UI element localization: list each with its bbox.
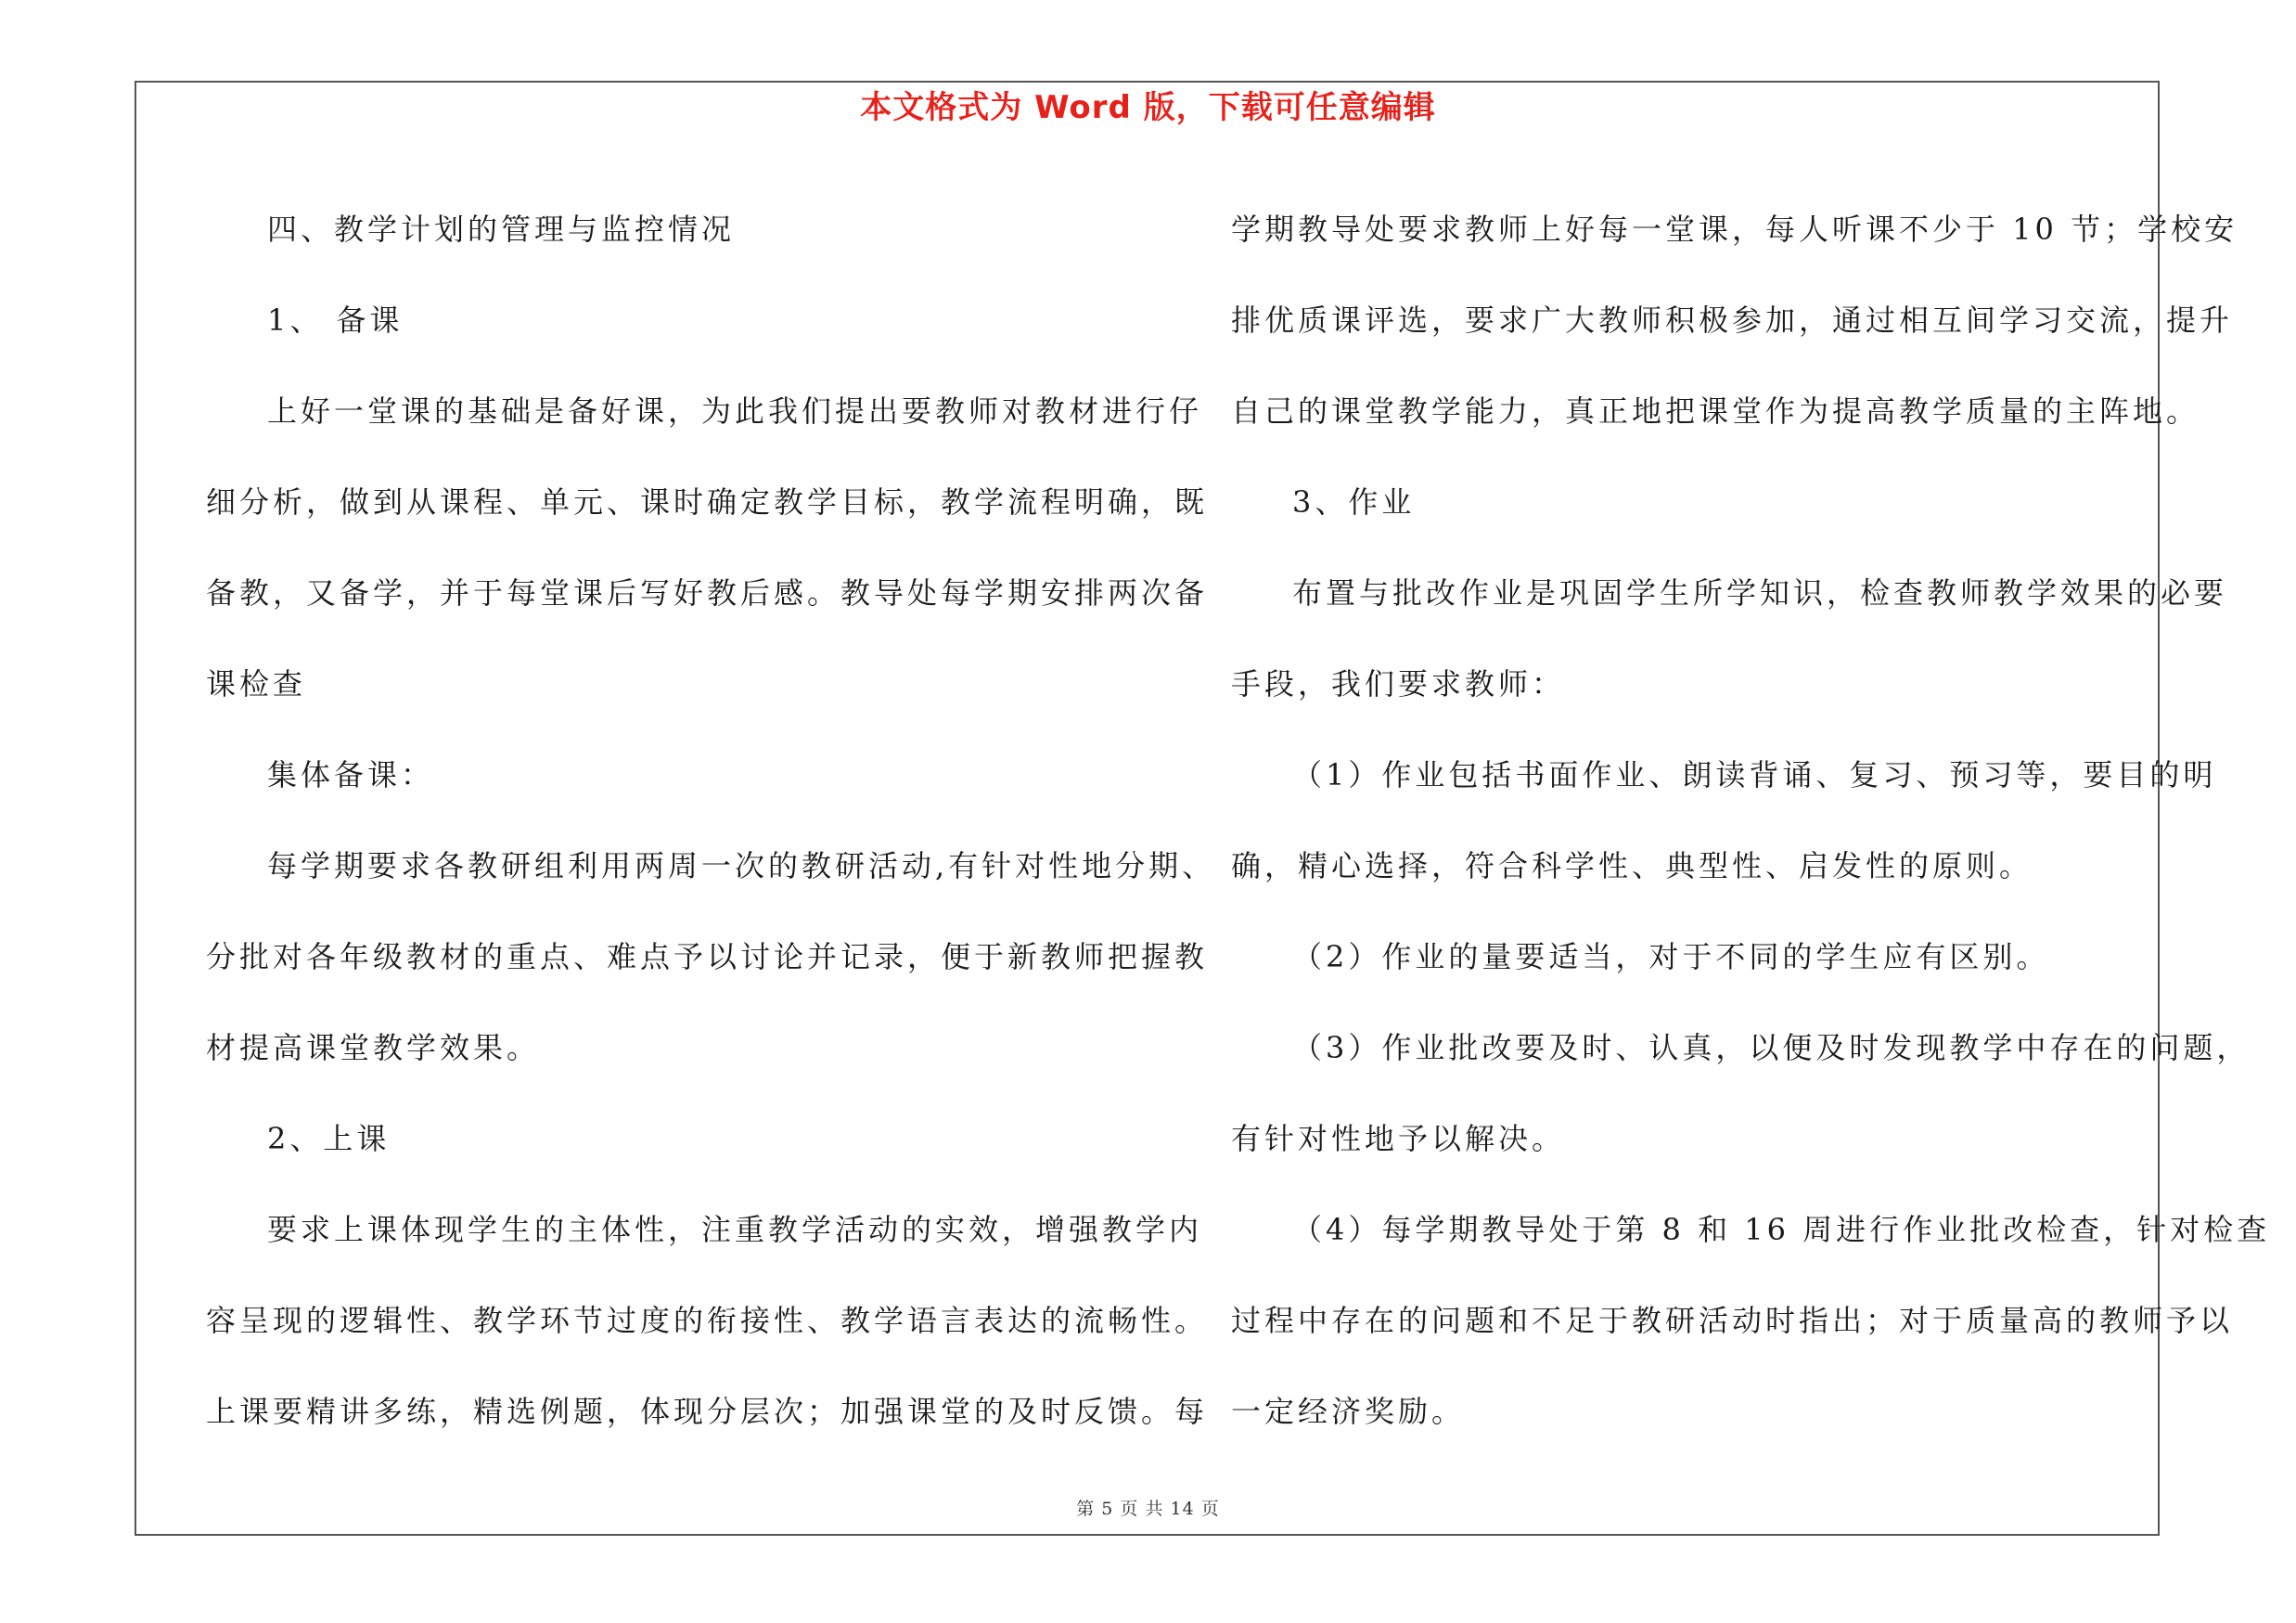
text-line: （3）作业批改要及时、认真，以便及时发现教学中存在的问题， — [1292, 1030, 2251, 1065]
text-line: 手段，我们要求教师： — [1231, 666, 1566, 702]
text-line: 分批对各年级教材的重点、难点予以讨论并记录，便于新教师把握教 — [206, 939, 1209, 974]
text-line: 上好一堂课的基础是备好课，为此我们提出要教师对教材进行仔 — [267, 393, 1203, 429]
text-line: 一定经济奖励。 — [1231, 1394, 1466, 1429]
text-line: 课检查 — [206, 666, 307, 702]
page-number-footer: 第 5 页 共 14 页 — [1076, 1499, 1220, 1519]
format-banner: 本文格式为 Word 版，下载可任意编辑 — [860, 89, 1436, 126]
text-line: 要求上课体现学生的主体性，注重教学活动的实效，增强教学内 — [267, 1212, 1203, 1247]
text-line: 容呈现的逻辑性、教学环节过度的衔接性、教学语言表达的流畅性。 — [206, 1303, 1209, 1338]
text-line: 每学期要求各教研组利用两周一次的教研活动,有针对性地分期、 — [267, 848, 1216, 883]
text-line: （1）作业包括书面作业、朗读背诵、复习、预习等，要目的明 — [1292, 757, 2217, 792]
text-line: 1、 备课 — [267, 303, 404, 338]
text-line: 排优质课评选，要求广大教师积极参加，通过相互间学习交流，提升 — [1231, 303, 2234, 338]
text-line: 2、上课 — [267, 1121, 391, 1156]
text-line: 备教，又备学，并于每堂课后写好教后感。教导处每学期安排两次备 — [206, 575, 1209, 611]
text-line: 过程中存在的问题和不足于教研活动时指出；对于质量高的教师予以 — [1231, 1303, 2234, 1338]
text-line: 集体备课： — [267, 757, 435, 792]
text-line: 四、教学计划的管理与监控情况 — [267, 212, 736, 247]
text-line: （4）每学期教导处于第 8 和 16 周进行作业批改检查，针对检查 — [1292, 1212, 2271, 1247]
text-line: 上课要精讲多练，精选例题，体现分层次；加强课堂的及时反馈。每 — [206, 1394, 1209, 1429]
text-line: 布置与批改作业是巩固学生所学知识，检查教师教学效果的必要 — [1292, 575, 2228, 611]
text-line: （2）作业的量要适当，对于不同的学生应有区别。 — [1292, 939, 2050, 974]
text-line: 材提高课堂教学效果。 — [206, 1030, 541, 1065]
text-line: 学期教导处要求教师上好每一堂课，每人听课不少于 10 节；学校安 — [1231, 212, 2238, 247]
right-column — [1231, 184, 2271, 1457]
text-line: 确，精心选择，符合科学性、典型性、启发性的原则。 — [1231, 848, 2033, 883]
text-line: 自己的课堂教学能力，真正地把课堂作为提高教学质量的主阵地。 — [1231, 393, 2200, 429]
left-column — [206, 184, 1216, 1457]
text-line: 3、作业 — [1292, 484, 1416, 520]
text-line: 有针对性地予以解决。 — [1231, 1121, 1566, 1156]
text-line: 细分析，做到从课程、单元、课时确定教学目标，教学流程明确，既 — [206, 484, 1209, 520]
